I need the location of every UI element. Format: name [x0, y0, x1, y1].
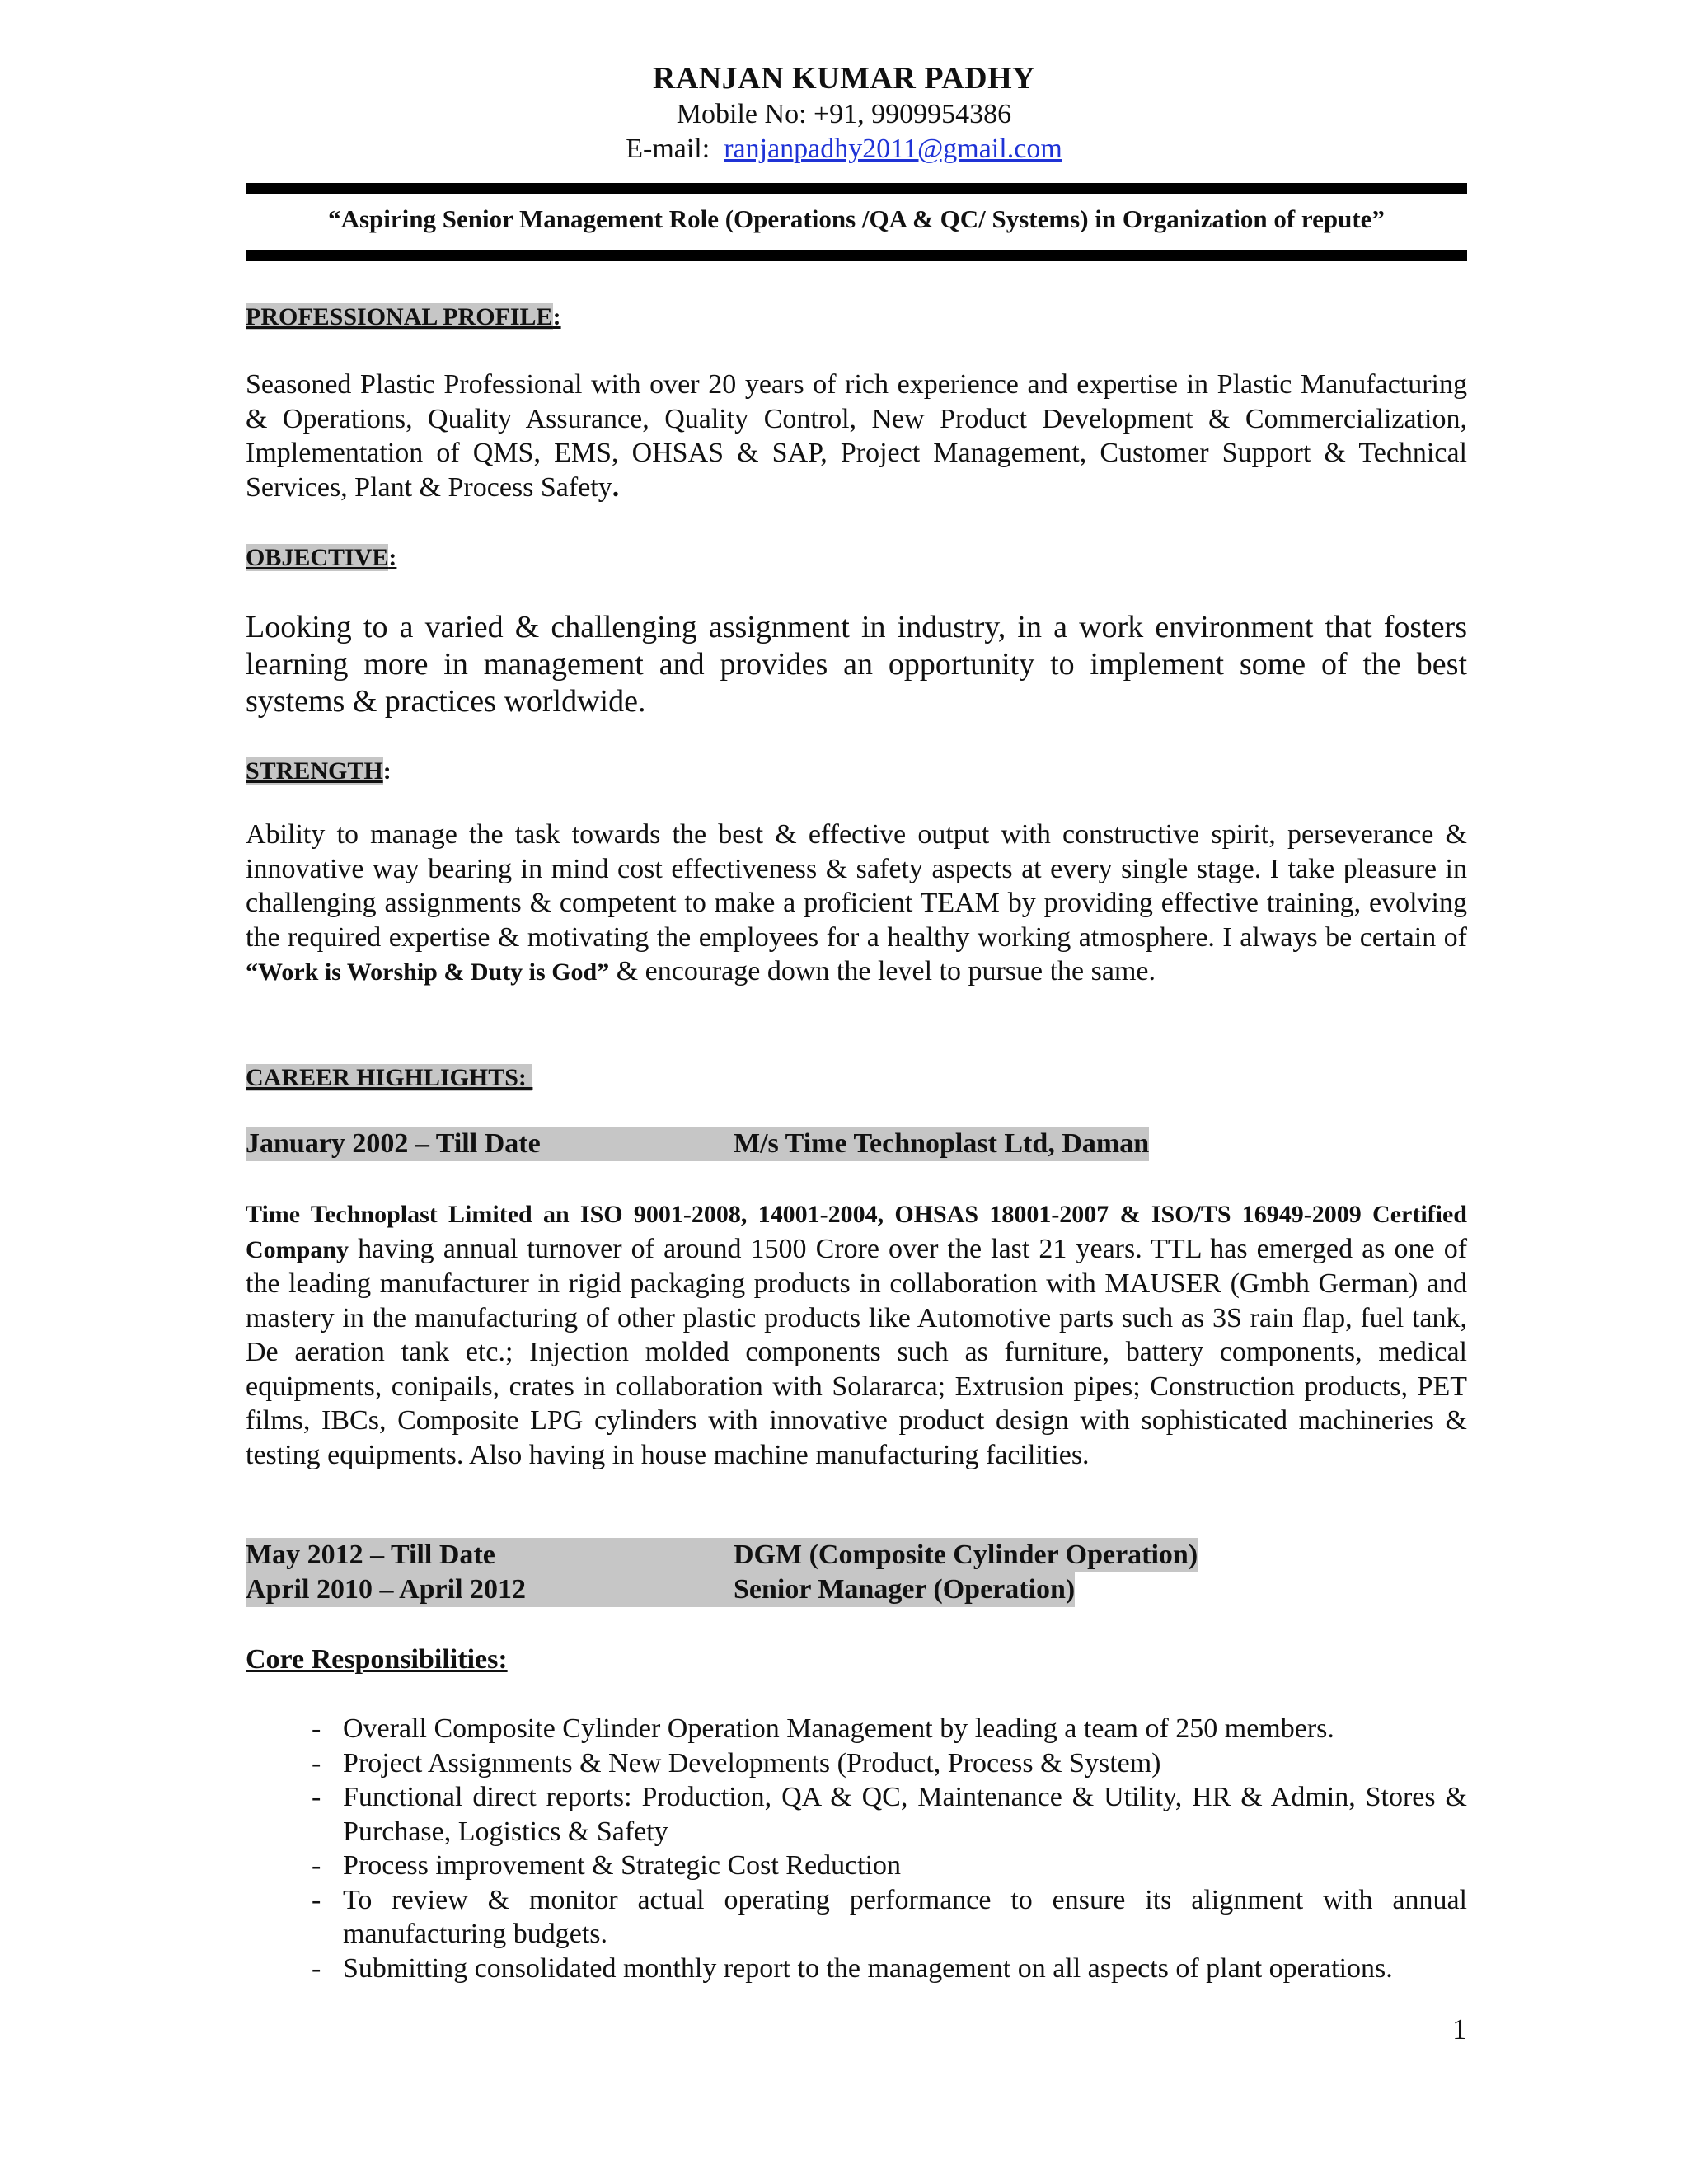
list-item: [246, 1849, 1467, 1883]
list-item-text: To review & monitor actual operating performance to ensure its alignment with annual manufacturing budgets.: [343, 1884, 1467, 1949]
list-item: [246, 1952, 1467, 1986]
email-link[interactable]: ranjanpadhy2011@gmail.com: [724, 134, 1062, 164]
candidate-name: RANJAN KUMAR PADHY: [652, 61, 1036, 96]
role-period: May 2012 – Till Date: [246, 1538, 734, 1572]
professional-profile-end: .: [612, 471, 620, 503]
role-row: [246, 1538, 1515, 1572]
career-tagline: “Aspiring Senior Management Role (Operations /QA & QC/ Systems) in Organization of repute”: [328, 204, 1385, 233]
company-certifications: Time Technoplast Limited an ISO 9001-2008, 14001-2004, OHSAS 18001-2007 & ISO/TS 16949-2009 Certified Company: [246, 1201, 1467, 1263]
bullet-dash: -: [312, 1952, 321, 1984]
email-line: [0, 132, 1688, 166]
bullet-dash: -: [312, 1884, 321, 1915]
list-item-text: Functional direct reports: Production, QA & QC, Maintenance & Utility, HR & Admin, Stores & Purchase, Logistics & Safety: [343, 1782, 1467, 1847]
professional-profile-text: [246, 368, 1467, 504]
page-number: 1: [1452, 2013, 1467, 2046]
bullet-dash: -: [312, 1713, 321, 1744]
email-label: E-mail:: [626, 134, 710, 164]
strength-body-start: Ability to manage the task towards the best & effective output with constructive spirit, perseverance & innovative way bearing in mind cost effectiveness & safety aspects at every single stage. I take pleasure in challenging assignments & competent to make a proficient TEAM by providing effective training, evolving the required expertise & motivating the employees for a healthy working atmosphere. I always be certain of: [246, 819, 1467, 953]
section-title-label: PROFESSIONAL PROFILE: [246, 303, 553, 330]
bullet-dash: -: [312, 1747, 321, 1779]
company-description: [246, 1197, 1467, 1472]
section-title-label: STRENGTH: [246, 757, 383, 785]
list-item-text: Project Assignments & New Developments (Product, Process & System): [343, 1747, 1161, 1779]
employer-period: January 2002 – Till Date: [246, 1127, 734, 1161]
list-item: [246, 1712, 1467, 1746]
list-item-text: Submitting consolidated monthly report to the management on all aspects of plant operations.: [343, 1952, 1393, 1984]
top-rule: [246, 183, 1467, 194]
role-title: Senior Manager (Operation): [734, 1572, 1075, 1607]
core-responsibilities-title: Core Responsibilities:: [246, 1644, 508, 1675]
objective-text: Looking to a varied & challenging assignment in industry, in a work environment that fosters learning more in management and provides an opportunity to implement some of the best systems & practices worldwide.: [246, 610, 1467, 719]
mobile-number: Mobile No: +91, 9909954386: [676, 99, 1012, 129]
strength-body-end: & encourage down the level to pursue the same.: [616, 956, 1156, 987]
bottom-rule: [246, 250, 1467, 261]
section-title-professional-profile: PROFESSIONAL PROFILE:: [246, 303, 561, 330]
role-row: [246, 1572, 1515, 1607]
resume-header: [0, 59, 1688, 166]
professional-profile-body: Seasoned Plastic Professional with over 20 years of rich experience and expertise in Plastic Manufacturing & Operations, Quality Assurance, Quality Control, New Product Development & Commercialization, Implementation of QMS, EMS, OHSAS & SAP, Project Management, Customer Support & Technical Services, Plant & Process Safety: [246, 369, 1467, 503]
employer-name: M/s Time Technoplast Ltd, Daman: [734, 1127, 1149, 1161]
employer-row: [246, 1127, 1515, 1161]
list-item-text: Process improvement & Strategic Cost Reduction: [343, 1850, 902, 1881]
strength-quote: “Work is Worship & Duty is God”: [246, 958, 610, 986]
section-title-career-highlights: [246, 1062, 532, 1094]
strength-text: [246, 818, 1467, 990]
list-item: [246, 1883, 1467, 1952]
role-title: DGM (Composite Cylinder Operation): [734, 1538, 1198, 1572]
role-period: April 2010 – April 2012: [246, 1572, 734, 1607]
section-title-objective: OBJECTIVE:: [246, 544, 397, 571]
section-title-label: OBJECTIVE: [246, 544, 389, 571]
company-details: having annual turnover of around 1500 Crore over the last 21 years. TTL has emerged as one of the leading manufacturer in rigid packaging products in collaboration with MAUSER (Gmbh German) and mastery in the manufacturing of other plastic products like Automotive parts such as 3S rain flap, fuel tank, De aeration tank etc.; Injection molded components such as furniture, battery components, medical equipments, conipails, crates in collaboration with Solararca; Extrusion pipes; Construction products, PET films, IBCs, Composite LPG cylinders with innovative product design with sophisticated machineries & testing equipments. Also having in house machine manufacturing facilities.: [246, 1233, 1468, 1470]
section-title-label: CAREER HIGHLIGHTS:: [246, 1064, 533, 1091]
list-item: [246, 1780, 1467, 1849]
bullet-dash: -: [312, 1782, 321, 1812]
bullet-dash: -: [312, 1850, 321, 1881]
section-title-strength: STRENGTH:: [246, 757, 392, 785]
list-item-text: Overall Composite Cylinder Operation Management by leading a team of 250 members.: [343, 1713, 1334, 1744]
core-responsibilities-list: [246, 1712, 1467, 1985]
list-item: [246, 1746, 1467, 1781]
